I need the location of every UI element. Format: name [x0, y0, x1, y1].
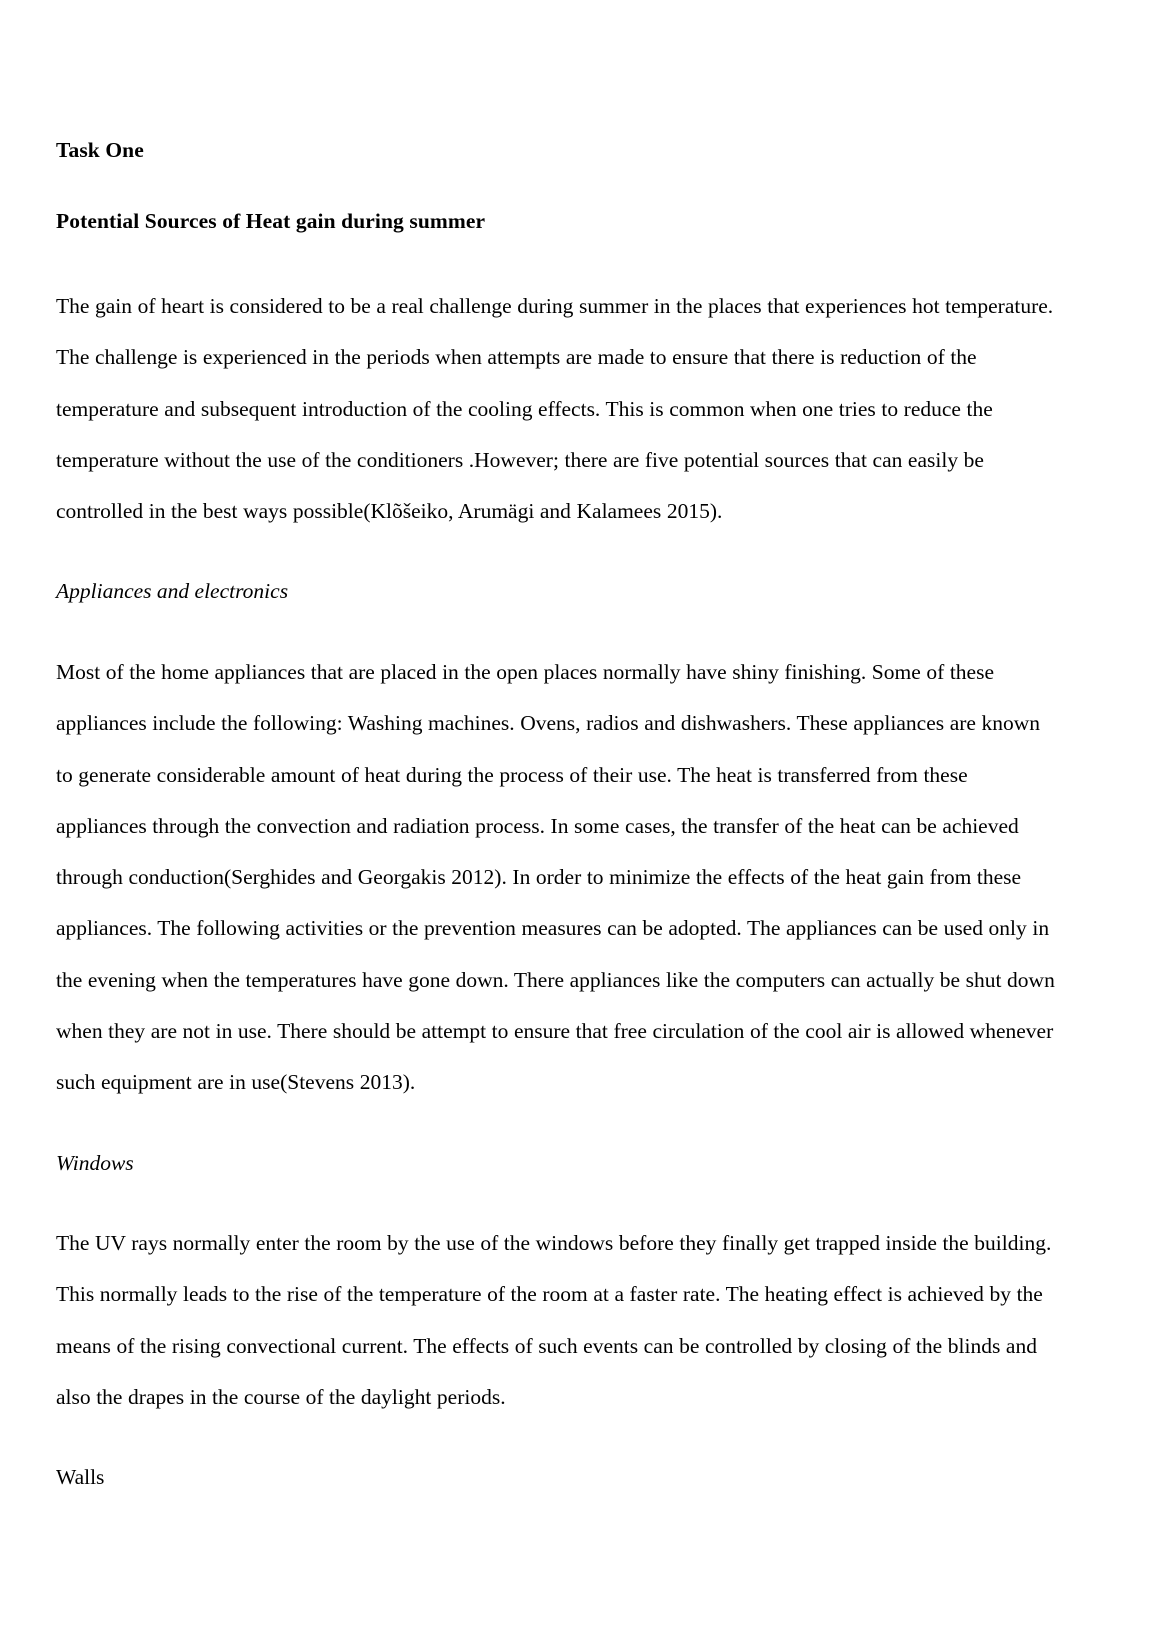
spacer	[56, 1423, 1056, 1467]
spacer	[56, 1174, 1056, 1218]
paragraph-appliances: Most of the home appliances that are placed in the open places normally have shiny finishing. Some of these appliances include the following: Washing machines. Ovens, radios and dishwashers. These appliances are known to generate considerable amount of heat during the process of their use. The heat is transferred from these appliances through the convection and radiation process. In some cases, the transfer of the heat can be achieved through conduction(Serghides and Georgakis 2012). In order to minimize the effects of the heat gain from these appliances. The following activities or the prevention measures can be adopted. The appliances can be used only in the evening when the temperatures have gone down. There appliances like the computers can actually be shut down when they are not in use. There should be attempt to ensure that free circulation of the cool air is allowed whenever such equipment are in use(Stevens 2013).	[56, 659, 1055, 1095]
document-body	[56, 140, 1056, 1489]
subheading-appliances-and-electronics: Appliances and electronics	[56, 579, 289, 604]
section-heading-heat-gain: Potential Sources of Heat gain during summer	[56, 208, 486, 233]
spacer	[56, 162, 1056, 211]
spacer	[56, 603, 1056, 647]
paragraph-windows: The UV rays normally enter the room by the use of the windows before they finally get trapped inside the building. This normally leads to the rise of the temperature of the room at a faster rate. The heating effect is achieved by the means of the rising convectional current. The effects of such events can be controlled by closing of the blinds and also the drapes in the course of the daylight periods.	[56, 1231, 1052, 1410]
subheading-walls: Walls	[56, 1465, 105, 1490]
spacer	[56, 232, 1056, 281]
subheading-windows: Windows	[56, 1150, 134, 1175]
spacer	[56, 537, 1056, 581]
paragraph-intro: The gain of heart is considered to be a real challenge during summer in the places that experiences hot temperature. The challenge is experienced in the periods when attempts are made to ensure that there is reduction of the temperature and subsequent introduction of the cooling effects. This is common when one tries to reduce the temperature without the use of the conditioners .However; there are five potential sources that can easily be controlled in the best ways possible(Klõšeiko, Arumägi and Kalamees 2015).	[56, 294, 1054, 524]
spacer	[56, 1109, 1056, 1153]
task-one-heading: Task One	[56, 138, 144, 162]
